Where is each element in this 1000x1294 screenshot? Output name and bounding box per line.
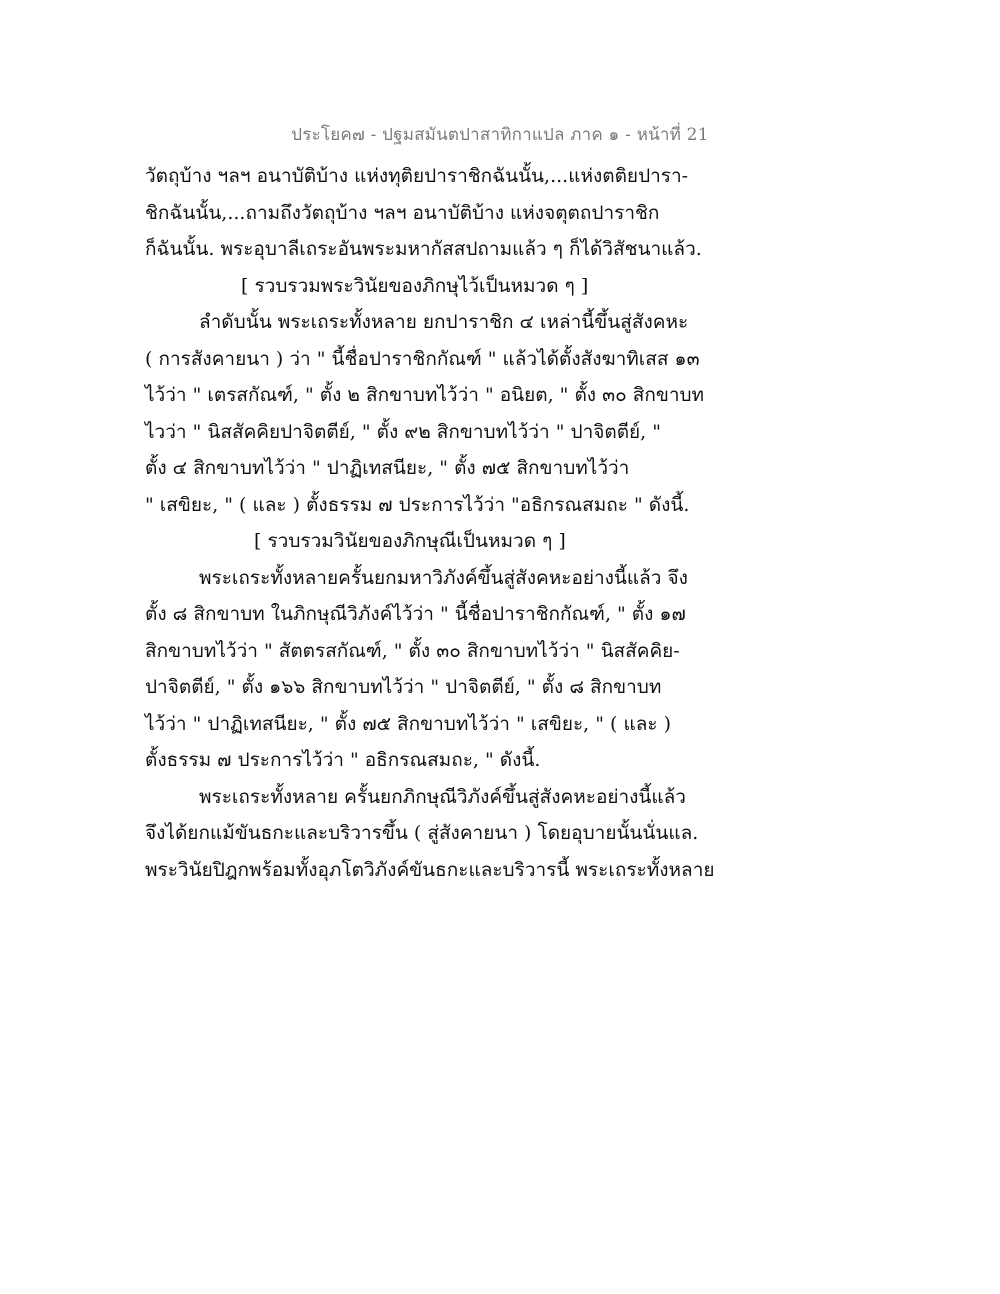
text-line: ก็ฉันนั้น. พระอุบาลีเถระอันพระมหากัสสปถามแล้ว ๆ ก็ได้วิสัชนาแล้ว. (145, 238, 702, 260)
text-line: ตั้ง ๘ สิกขาบท ในภิกษุณีวิภังค์ไว้ว่า " นี้ชื่อปาราชิกกัณฑ์, " ตั้ง ๑๗ (145, 603, 686, 625)
text-line: จึงได้ยกแม้ขันธกะและบริวารขึ้น ( สู่สังคายนา ) โดยอุบายนั้นนั่นแล. (145, 822, 699, 844)
text-line: ชิกฉันนั้น,...ถามถึงวัตถุบ้าง ฯลฯ อนาบัติบ้าง แห่งจตุตถปาราชิก (145, 201, 660, 224)
section-heading-bhikkhu: [ รวบรวมพระวินัยของภิกษุไว้เป็นหมวด ๆ ] (241, 274, 589, 297)
text-line: ไวว่า " นิสสัคคิยปาจิตตีย์, " ตั้ง ๙๒ สิกขาบทไว้ว่า " ปาจิตตีย์, " (145, 420, 661, 443)
text-line: สิกขาบทไว้ว่า " สัตตรสกัณฑ์, " ตั้ง ๓๐ สิกขาบทไว้ว่า " นิสสัคคิย- (145, 639, 680, 662)
section-heading-bhikkhuni: [ รวบรวมวินัยของภิกษุณีเป็นหมวด ๆ ] (254, 530, 566, 552)
text-line: วัตถุบ้าง ฯลฯ อนาบัติบ้าง แห่งทุติยปาราชิกฉันนั้น,...แห่งตติยปารา- (145, 165, 689, 187)
text-line: ตั้ง ๔ สิกขาบทไว้ว่า " ปาฏิเทสนียะ, " ตั้ง ๗๕ สิกขาบทไว้ว่า (145, 457, 630, 479)
text-line: " เสขิยะ, " ( และ ) ตั้งธรรม ๗ ประการไว้ว่า "อธิกรณสมถะ " ดังนี้. (145, 493, 690, 516)
running-header (0, 121, 1000, 148)
paragraph-first-line: พระเถระทั้งหลายครั้นยกมหาวิภังค์ขึ้นสู่สังคหะอย่างนี้แล้ว จึง (199, 566, 688, 589)
text-line: ไว้ว่า " ปาฏิเทสนียะ, " ตั้ง ๗๕ สิกขาบทไว้ว่า " เสขิยะ, " ( และ ) (145, 712, 672, 735)
text-line: ไว้ว่า " เตรสกัณฑ์, " ตั้ง ๒ สิกขาบทไว้ว่า " อนิยต, " ตั้ง ๓๐ สิกขาบท (145, 384, 705, 406)
text-line: ปาจิตตีย์, " ตั้ง ๑๖๖ สิกขาบทไว้ว่า " ปาจิตตีย์, " ตั้ง ๘ สิกขาบท (145, 676, 662, 698)
text-line: ตั้งธรรม ๗ ประการไว้ว่า " อธิกรณสมถะ, " ดังนี้. (145, 749, 541, 771)
paragraph-first-line: ลำดับนั้น พระเถระทั้งหลาย ยกปาราชิก ๔ เหล่านี้ขึ้นสู่สังคหะ (199, 311, 689, 333)
running-title: ประโยค๗ - ปฐมสมันตปาสาทิกาแปล ภาค ๑ - หน้าที่ 21 (291, 125, 709, 145)
text-line: พระวินัยปิฎกพร้อมทั้งอุภโตวิภังค์ขันธกะและบริวารนี้ พระเถระทั้งหลาย (145, 858, 715, 881)
text-line: ( การสังคายนา ) ว่า " นี้ชื่อปาราชิกกัณฑ์ " แล้วได้ตั้งสังฆาทิเสส ๑๓ (145, 347, 700, 370)
paragraph-first-line: พระเถระทั้งหลาย ครั้นยกภิกษุณีวิภังค์ขึ้นสู่สังคหะอย่างนี้แล้ว (199, 785, 686, 808)
page-body (145, 158, 735, 888)
